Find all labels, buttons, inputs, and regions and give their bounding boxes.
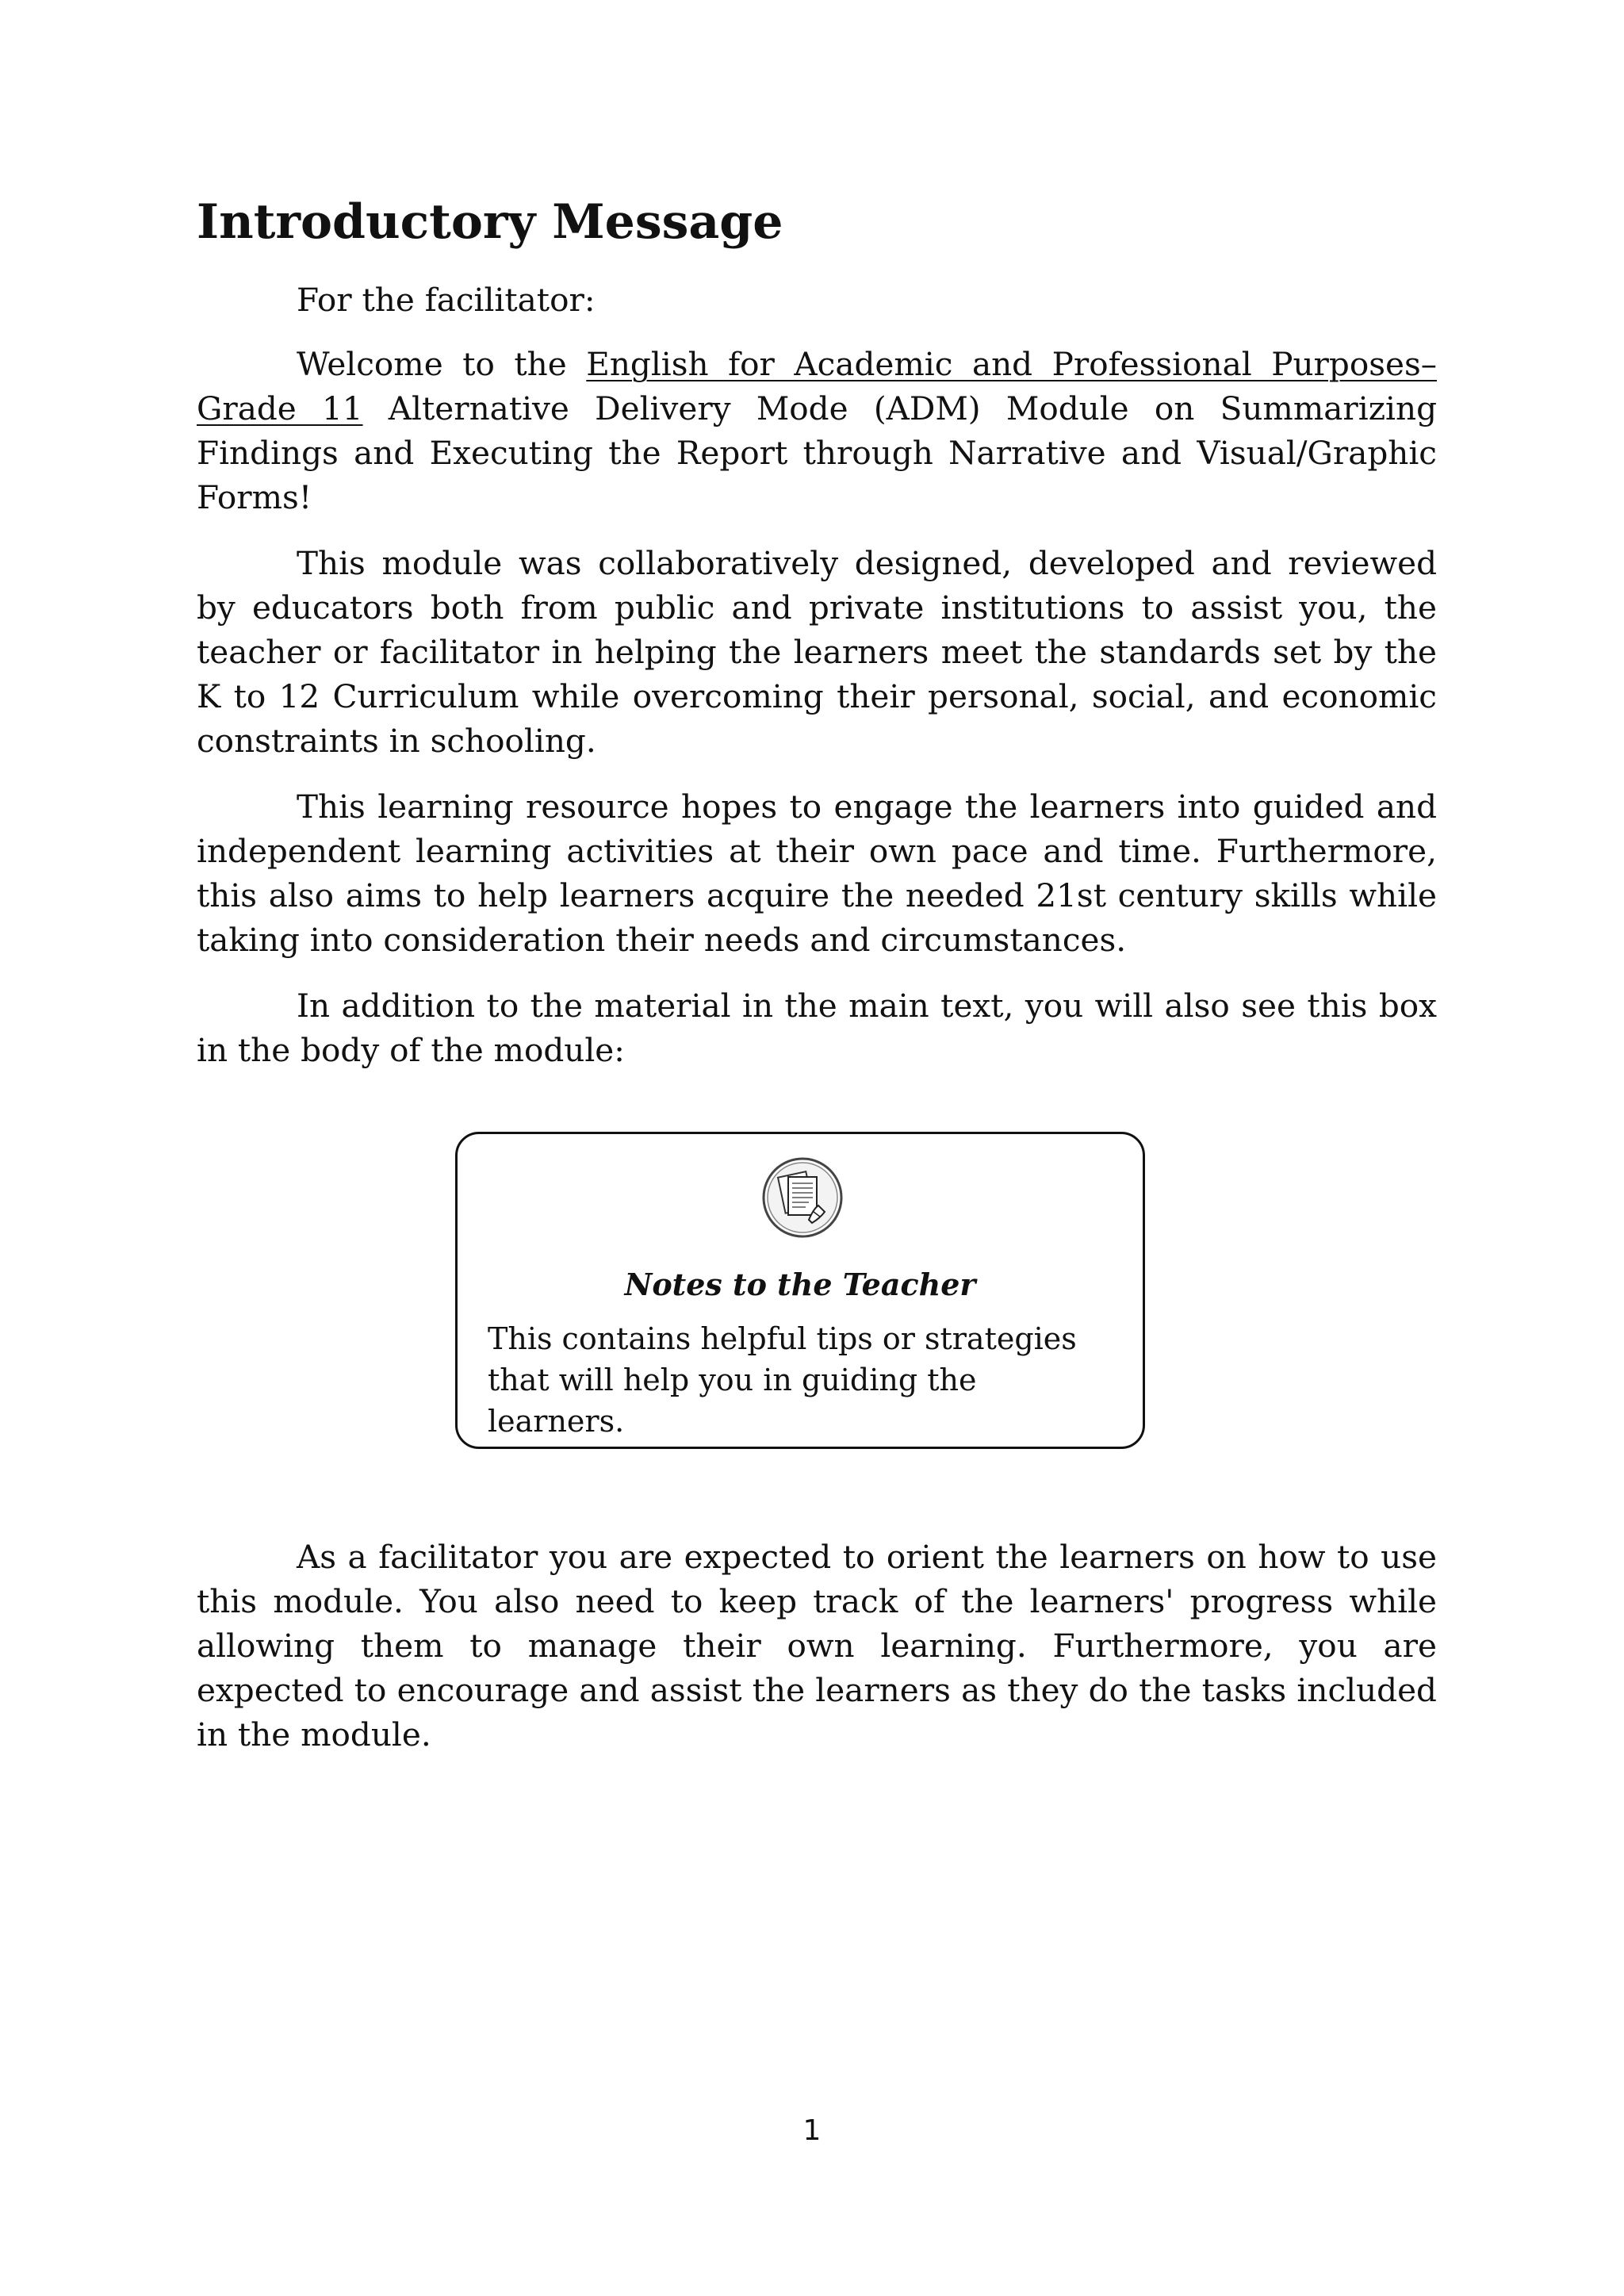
paragraph-welcome xyxy=(197,342,1437,519)
paragraph-module-design: This module was collaboratively designed, developed and reviewed by educators both from public and private institutions to assist you, the teacher or facilitator in helping the learners meet the standards set by the K to 12 Curriculum while overcoming their personal, social, and economic constraints in schooling. xyxy=(197,544,1437,760)
paragraph-facilitator: For the facilitator: xyxy=(297,281,596,319)
module-title-underlined: English for Academic and Professional Purposes– Grade 11 xyxy=(197,345,1437,427)
notes-box-title: Notes to the Teacher xyxy=(624,1267,976,1302)
notes-box-body: This contains helpful tips or strategies that will help you in guiding the learners. xyxy=(488,1321,1077,1439)
paragraph-facilitator-role: As a facilitator you are expected to orient the learners on how to use this module. You also need to keep track of the learners' progress while allowing them to manage their own learning. Furthermore, you are expected to encourage and assist the learners as they do the tasks included in the module. xyxy=(197,1538,1437,1754)
paragraph-learning-resource: This learning resource hopes to engage the learners into guided and independent learning activities at their own pace and time. Furthermore, this also aims to help learners acquire the needed 21st century skills while taking into consideration their needs and circumstances. xyxy=(197,788,1437,959)
page-number: 1 xyxy=(802,2114,822,2147)
page-title: Introductory Message xyxy=(197,194,783,250)
facilitator-text-block xyxy=(197,1535,1437,1778)
notes-document-icon xyxy=(761,1156,844,1239)
welcome-rest: Alternative Delivery Mode (ADM) Module on Summarizing Findings and Executing the Report through Narrative and Visual/Graphic Forms! xyxy=(197,389,1437,516)
notes-to-teacher-box xyxy=(455,1132,1145,1449)
paragraph-box-intro: In addition to the material in the main text, you will also see this box in the body of the module: xyxy=(197,987,1437,1069)
intro-text-block xyxy=(197,278,1437,1094)
welcome-lead: Welcome to the xyxy=(297,345,587,383)
